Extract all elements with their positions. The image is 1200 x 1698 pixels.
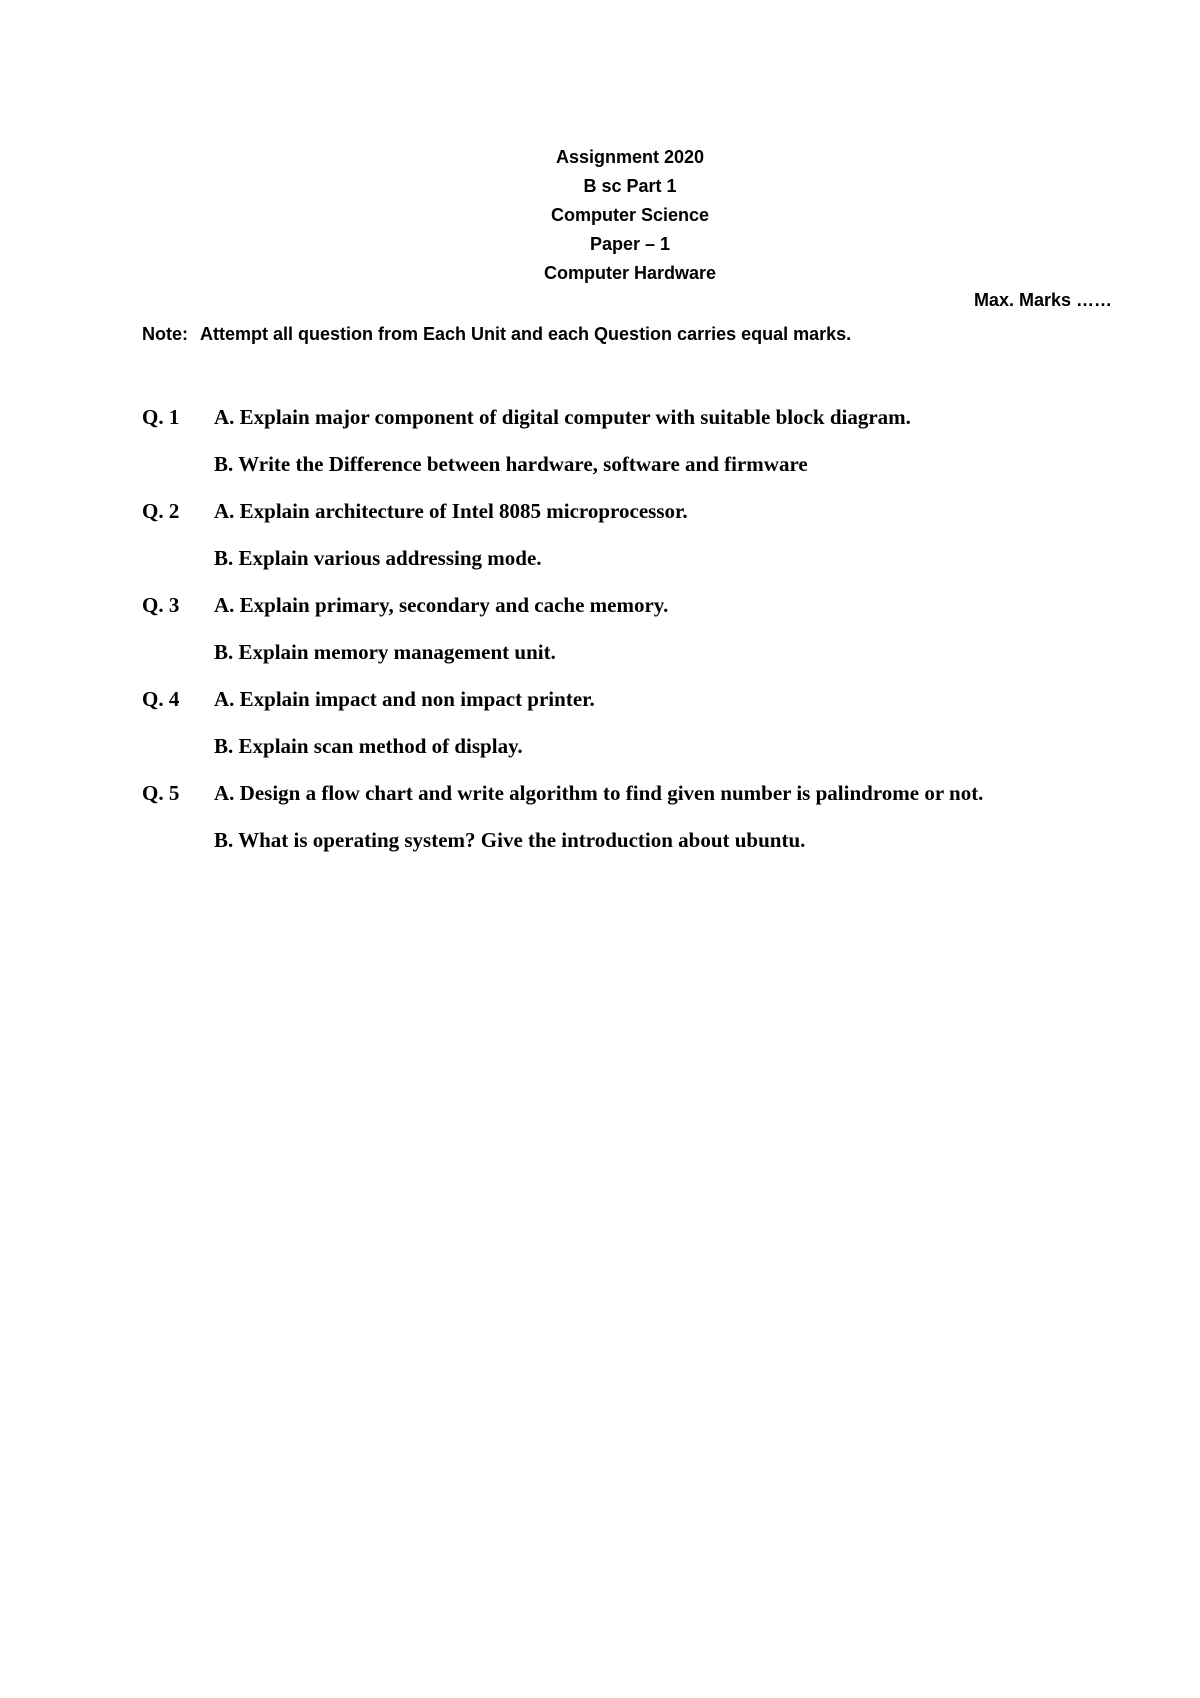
question-number: Q. 2 — [142, 499, 180, 523]
question-part-a: A. Explain primary, secondary and cache memory. — [214, 593, 669, 617]
question-part-a: A. Explain major component of digital computer with suitable block diagram. — [214, 405, 911, 429]
instructions-note — [142, 324, 851, 345]
question-number: Q. 4 — [142, 687, 180, 711]
question-4-row-a — [142, 687, 1102, 734]
question-2-row-a — [142, 499, 1102, 546]
question-3-row-b — [142, 640, 1102, 687]
question-number: Q. 5 — [142, 781, 180, 805]
question-part-b: B. What is operating system? Give the introduction about ubuntu. — [214, 828, 806, 852]
question-number: Q. 3 — [142, 593, 180, 617]
question-5-row-b — [142, 828, 1102, 875]
question-list — [142, 405, 1102, 875]
course-name: B sc Part 1 — [583, 176, 677, 196]
question-part-b: B. Write the Difference between hardware, software and firmware — [214, 452, 808, 476]
max-marks: Max. Marks …… — [973, 290, 1112, 310]
question-3-row-a — [142, 593, 1102, 640]
paper-number: Paper – 1 — [589, 234, 671, 254]
question-part-b: B. Explain scan method of display. — [214, 734, 523, 758]
question-1-row-a — [142, 405, 1102, 452]
document-header — [0, 143, 1200, 288]
question-part-b: B. Explain various addressing mode. — [214, 546, 542, 570]
question-part-a: A. Design a flow chart and write algorithm to find given number is palindrome or not. — [214, 781, 984, 805]
question-1-row-b — [142, 452, 1102, 499]
question-4-row-b — [142, 734, 1102, 781]
question-number: Q. 1 — [142, 405, 180, 429]
paper-title: Computer Hardware — [543, 263, 717, 283]
assignment-title: Assignment 2020 — [555, 147, 705, 167]
subject-name: Computer Science — [550, 205, 710, 225]
question-5-row-a — [142, 781, 1102, 828]
question-part-b: B. Explain memory management unit. — [214, 640, 556, 664]
question-2-row-b — [142, 546, 1102, 593]
question-part-a: A. Explain architecture of Intel 8085 microprocessor. — [214, 499, 688, 523]
note-label: Note: — [142, 324, 188, 344]
question-part-a: A. Explain impact and non impact printer. — [214, 687, 595, 711]
note-text: Attempt all question from Each Unit and each Question carries equal marks. — [200, 324, 852, 344]
